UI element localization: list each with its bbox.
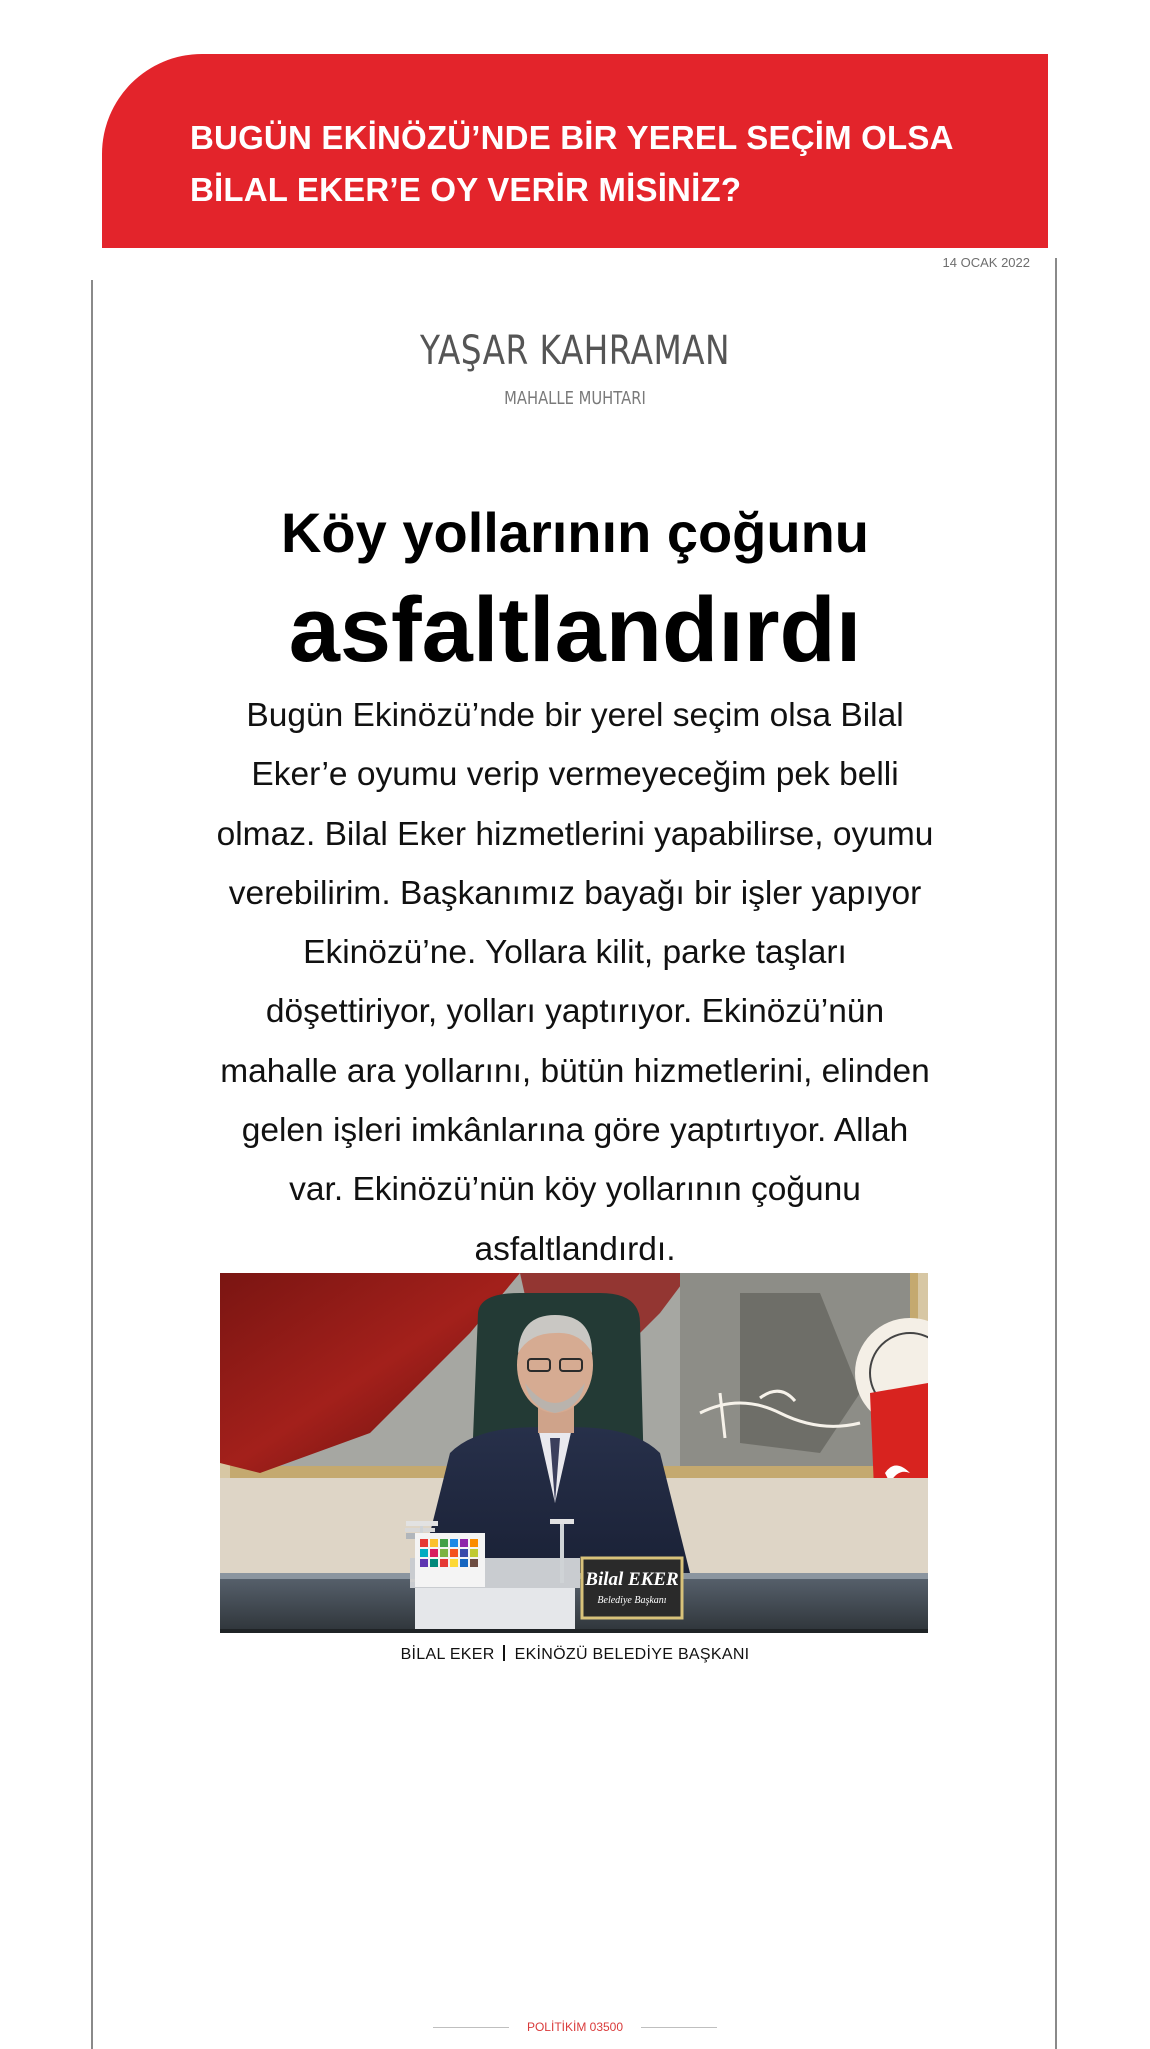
- article-body: Bugün Ekinözü’nde bir yerel seçim olsa Bilal Eker’e oyumu verip vermeyeceğim pek belli olmaz. Bilal Eker hizmetlerini yapabilirse, oyumu verebilirim. Başkanımız bayağı bir işler yapıyor Ekinözü’ne. Yollara kilit, parke taşları döşettiriyor, yolları yaptırıyor. Ekinözü’nün mahalle ara yollarını, bütün hizmetlerini, elinden gelen işleri imkânlarına göre yaptırtıyor. Allah var. Ekinözü’nün köy yollarının çoğunu asfaltlandırdı.: [216, 697, 934, 1268]
- caption-separator: [503, 1645, 505, 1661]
- banner-title: [190, 112, 1008, 216]
- publish-date: 14 OCAK 2022: [942, 255, 1030, 270]
- banner-title-line-2: BİLAL EKER’E OY VERİR MİSİNİZ?: [190, 171, 742, 208]
- headline-line-1: Köy yollarının çoğunu: [280, 501, 870, 564]
- caption-title: EKİNÖZÜ BELEDİYE BAŞKANI: [514, 1646, 750, 1663]
- headline-line-2: asfaltlandırdı: [288, 579, 862, 681]
- footer-label: POLİTİKİM 03500: [526, 2020, 624, 2034]
- photo-caption: [0, 1645, 1150, 1664]
- author-role: MAHALLE MUHTARI: [504, 388, 646, 409]
- nameplate-title: Belediye Başkanı: [597, 1595, 667, 1606]
- footer-rule-right: [641, 2027, 717, 2028]
- caption-name: BİLAL EKER: [400, 1646, 495, 1663]
- banner-title-line-1: BUGÜN EKİNÖZÜ’NDE BİR YEREL SEÇİM OLSA: [190, 119, 954, 156]
- mayor-photo: [220, 1273, 928, 1633]
- nameplate-name: Bilal EKER: [585, 1569, 679, 1590]
- page-footer: [0, 2020, 1150, 2034]
- author-name: YAŞAR KAHRAMAN: [420, 328, 730, 374]
- question-banner: [102, 54, 1048, 248]
- footer-rule-left: [433, 2027, 509, 2028]
